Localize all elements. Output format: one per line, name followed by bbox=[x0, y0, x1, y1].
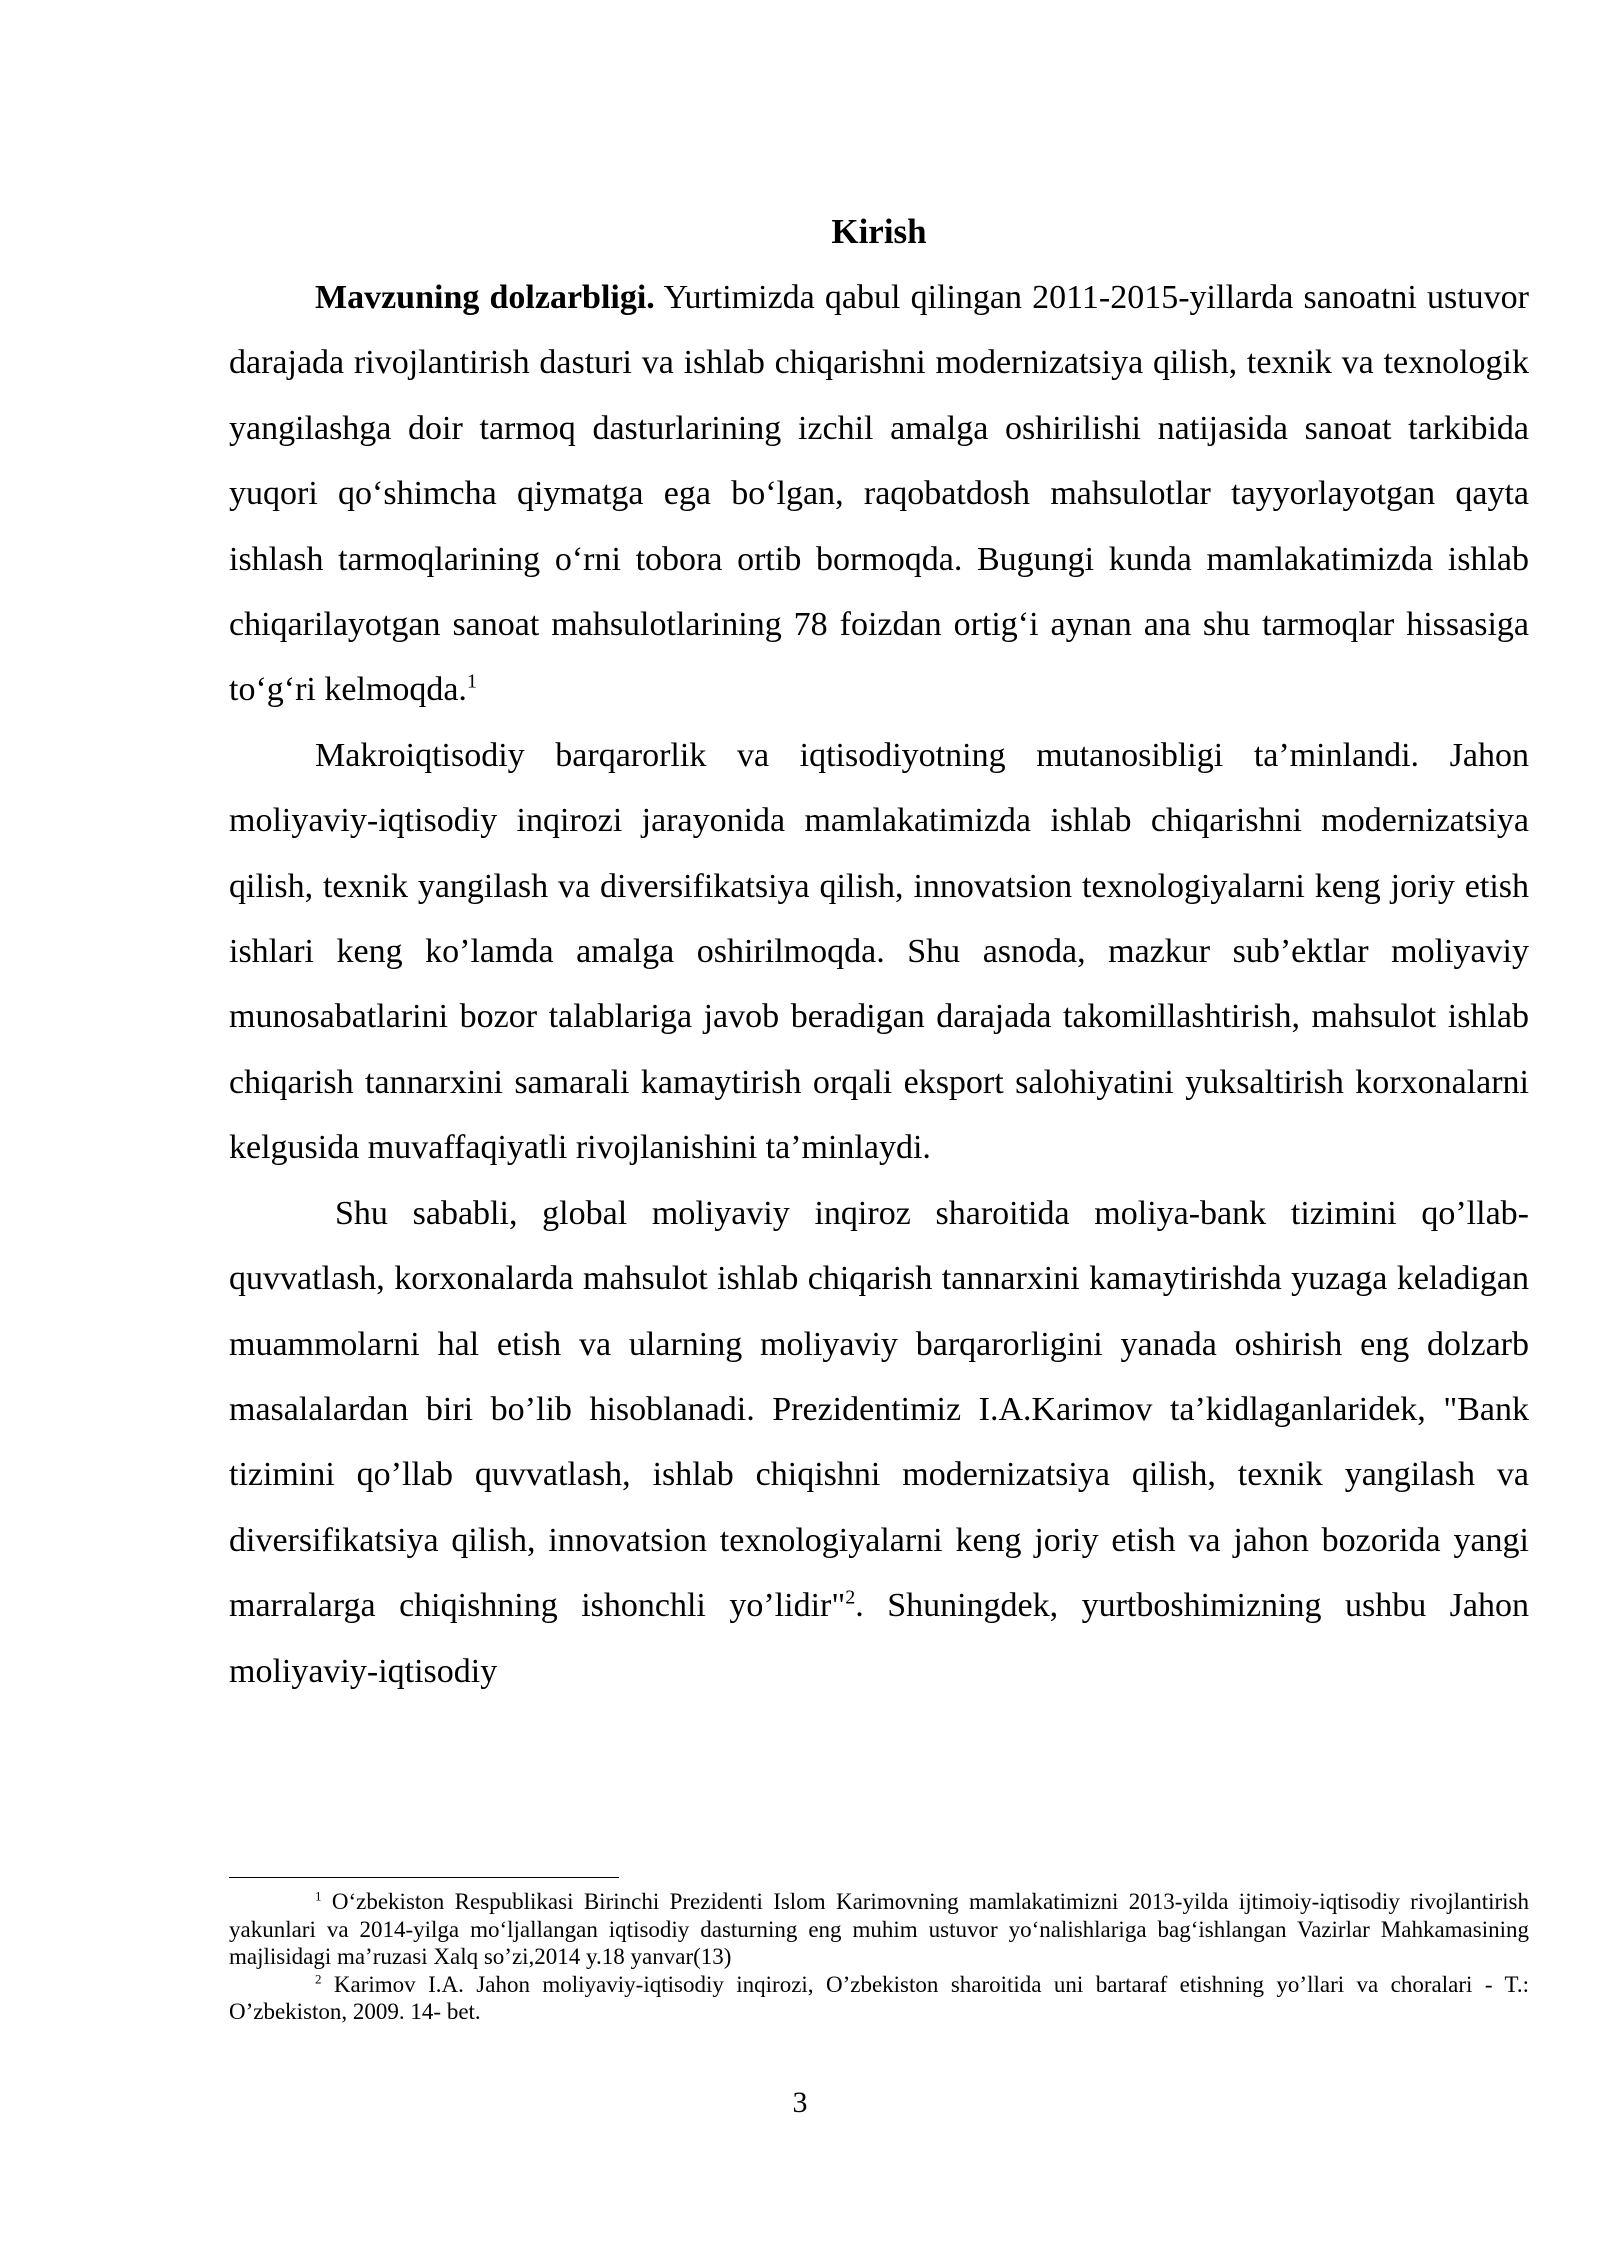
footnote-1 bbox=[229, 1888, 1529, 1971]
footnote-1-text: O‘zbekiston Respublikasi Birinchi Prezidenti Islom Karimovning mamlakatimizni 2013-yilda ijtimoiy-iqtisodiy rivojlantirish yakunlari va 2014-yilga mo‘ljallangan iqtisodiy dasturning eng muhim ustuvor yo‘nalishlariga bag‘ishlangan Vazirlar Mahkamasining majlisidagi ma’ruzasi Xalq so’zi,2014 y.18 yanvar(13) bbox=[229, 1889, 1529, 1969]
section-heading: Kirish bbox=[831, 212, 927, 251]
footnote-2-marker: 2 bbox=[315, 1970, 322, 1986]
paragraph-text: Yurtimizda qabul qilingan 2011-2015-yillarda sanoatni ustuvor darajada rivojlantirish dasturi va ishlab chiqarishni modernizatsiya qilish, texnik va texnologik yangilashga doir tarmoq dasturlarining izchil amalga oshirilishi natijasida sanoat tarkibida yuqori qo‘shimcha qiymatga ega bo‘lgan, raqobatdosh mahsulotlar tayyorlayotgan qayta ishlash tarmoqlarining o‘rni tobora ortib bormoqda. Bugungi kunda mamlakatimizda ishlab chiqarilayotgan sanoat mahsulotlarining 78 foizdan ortig‘i aynan ana shu tarmoqlar hissasiga to‘g‘ri kelmoqda. bbox=[229, 279, 1530, 709]
footnotes-section bbox=[229, 1877, 1529, 2026]
footnote-2-text: Karimov I.A. Jahon moliyaviy-iqtisodiy inqirozi, O’zbekiston sharoitida uni bartaraf etishning yo’llari va choralari - T.: O’zbekiston, 2009. 14- bet. bbox=[229, 1971, 1529, 2024]
page-number: 3 bbox=[792, 2086, 808, 2119]
paragraph-relevance bbox=[229, 265, 1529, 723]
paragraph-text: Shu sababli, global moliyaviy inqiroz sharoitida moliya-bank tizimini qo’llab-quvvatlash, korxonalarda mahsulot ishlab chiqarish tannarxini kamaytirishda yuzaga keladigan muammolarni hal etish va ularning moliyaviy barqarorligini yanada oshirish eng dolzarb masalalardan biri bo’lib hisoblanadi. Prezidentimiz I.A.Karimov ta’kidlaganlaridek, "Bank tizimini qo’llab quvvatlash, ishlab chiqishni modernizatsiya qilish, texnik yangilash va diversifikatsiya qilish, innovatsion texnologiyalarni keng joriy etish va jahon bozorida yangi marralarga chiqishning ishonchli yo’lidir" bbox=[229, 1194, 1529, 1625]
paragraph-macroeconomic: Makroiqtisodiy barqarorlik va iqtisodiyotning mutanosibligi ta’minlandi. Jahon moliyaviy-iqtisodiy inqirozi jarayonida mamlakatimizda ishlab chiqarishni modernizatsiya qilish, texnik yangilash va diversifikatsiya qilish, innovatsion texnologiyalarni keng joriy etish ishlari keng ko’lamda amalga oshirilmoqda. Shu asnoda, mazkur sub’ektlar moliyaviy munosabatlarini bozor talablariga javob beradigan darajada takomillashtirish, mahsulot ishlab chiqarish tannarxini samarali kamaytirish orqali eksport salohiyatini yuksaltirish korxonalarni kelgusida muvaffaqiyatli rivojlanishini ta’minlaydi. bbox=[229, 736, 1529, 1167]
paragraph-lead: Mavzuning dolzarbligi. bbox=[315, 279, 655, 316]
footnote-2 bbox=[229, 1971, 1529, 2026]
footnote-separator bbox=[229, 1877, 619, 1878]
paragraph-tail: . Shuningdek, yurtboshimizning ushbu Jahon moliyaviy-iqtisodiy bbox=[229, 1587, 1529, 1690]
footnote-1-marker: 1 bbox=[315, 1888, 322, 1904]
paragraph-crisis bbox=[229, 1181, 1529, 1704]
footnote-ref-2[interactable]: 2 bbox=[845, 1586, 856, 1609]
footnote-ref-1[interactable]: 1 bbox=[466, 671, 477, 694]
main-body bbox=[229, 208, 1529, 1704]
